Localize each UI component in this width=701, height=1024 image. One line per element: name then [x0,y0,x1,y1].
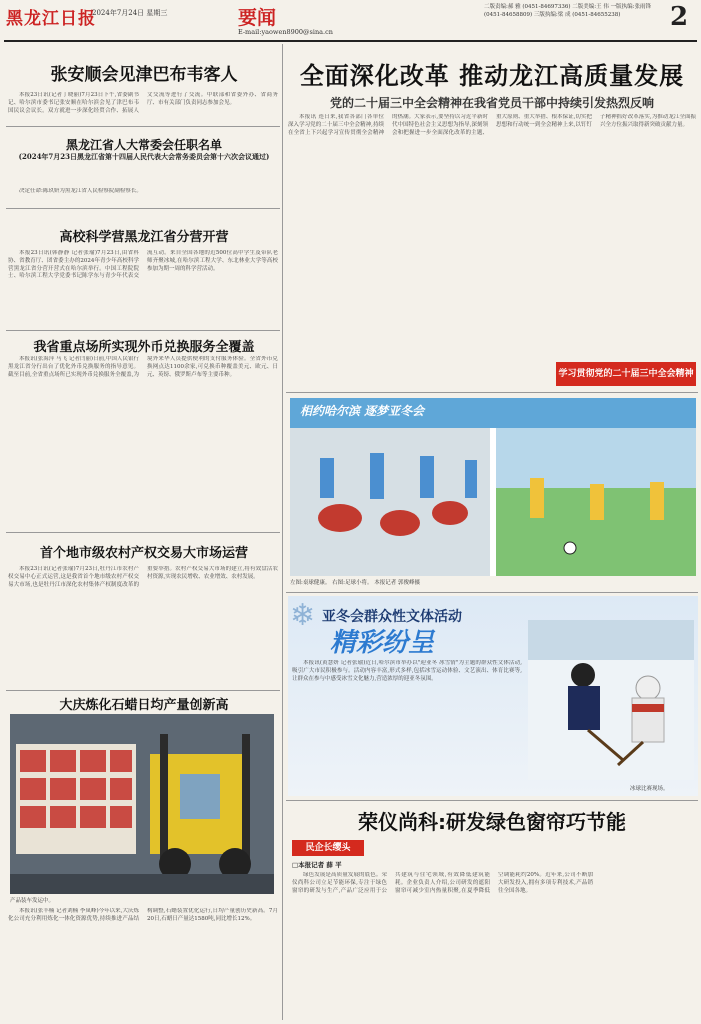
hockey-photo [528,620,694,780]
section-title: 要闻 [238,7,277,29]
article-body: 本报讯 连日来,我省各部门各单位深入学习党的二十届三中全会精神,持续在全省上下兴起学习宣传贯彻全会精神的热潮。大家表示,要坚持以习近平新时代中国特色社会主义思想为指导,深刻领会和把握进一步全面深化改革的主题、重大原则、重大举措、根本保证,切实把思想和行动统一到全会精神上来,以钉钉子精神抓好改革落实,为推动龙江全面振兴全方位振兴取得新突破贡献力量。 [288,114,696,136]
column-tag: 民企长缨头 [292,840,364,856]
photo-banner-text: 相约哈尔滨 逐梦亚冬会 [300,404,425,418]
article-body: 本报讯(张海萍 马飞 记者闫丽)日前,中国人民银行黑龙江省分行出台了优化外币兑换服务的指导意见。截至目前,全省重点场所已实现外币兑换服务全覆盖,为境外来华人员提供便利的支付服务体验。全省外币兑换网点达1100余家,可兑换币种覆盖美元、欧元、日元、英镑、俄罗斯卢布等主要币种。 [8,356,278,378]
sports-photo [290,398,696,576]
article-subtitle: (2024年7月23日黑龙江省第十四届人民代表大会常务委员会第十六次会议通过) [18,152,270,161]
snowflake-icon: ❄ [290,598,316,633]
article-body: 本报23日讯(韩静静 记者张瑜)7月23日,由省科协、省教育厅、团省委主办的2024年青少年高校科学营黑龙江省分营开营式在哈尔滨举行。中国工程院院士、哈尔滨工程大学党委书记陈学东与青少年代表交流互动。来自全国各地的近500位高中学生及带队老师齐聚冰城,在哈尔滨工程大学、东北林业大学等高校参加为期一周的科学营活动。 [8,250,278,280]
column-divider [282,44,283,1020]
article-body: 绿色发展是高质量发展的底色。荣仪尚科公司立足节能环保,专注于绿色窗帘的研发与生产,产品广泛应用于公共建筑与住宅领域,有效降低建筑能耗。企业负责人介绍,公司研发的遮阳窗帘可减少室内热量积聚,在夏季降低空调能耗约20%。近年来,公司不断加大研发投入,拥有多项专利技术,产品销往全国各地。 [292,872,593,894]
feature-highlight: 精彩纷呈 [330,628,435,658]
article-body: 本报23日讯(记者张瑜)7月23日,牡丹江市农村产权交易中心正式运营,这是我省首个地市级农村产权交易大市场,也是牡丹江市深化农村集体产权制度改革的重要举措。农村产权交易大市场的建立,将有效盘活农村资源,实现农民增收、农业增效、农村发展。 [8,566,278,588]
feature-title: 亚冬会群众性文体活动 [322,609,462,625]
byline: □本报记者 薛 平 [292,861,342,869]
article-body: 决定任命:陈玖妍为黑龙江省人民检察院副检察长。 [19,188,142,194]
article-title: 张安顺会见津巴布韦客人 [50,65,238,85]
header-rule [4,40,697,42]
article-body: 本报23日讯(记者丁晓丽)7月23日下午,省委副书记、哈尔滨市委书记张安顺在哈尔滨会见了津巴布韦国民议会议长。双方就进一步深化经贸合作、拓展人文交流等进行了交流。中联部和省委外办、省商务厅、市有关部门负责同志参加会见。 [8,92,278,114]
article-title: 荣仪尚科:研发绿色窗帘巧节能 [358,810,626,834]
forklift-photo [10,714,274,894]
main-headline: 全面深化改革 推动龙江高质量发展 [299,62,685,90]
article-title: 黑龙江省人大常委会任职名单 [65,138,222,152]
article-title: 首个地市级农村产权交易大市场运营 [39,546,248,561]
issue-date: 2024年7月24日 星期三 [92,9,168,17]
main-subheadline: 党的二十届三中全会精神在我省党员干部中持续引发热烈反响 [329,96,654,110]
article-title: 高校科学营黑龙江省分营开营 [59,230,229,245]
section-email: E-mail:yaowen8900@sina.cn [238,28,333,36]
photo-caption: 冰球比赛现场。 [630,786,669,792]
topic-banner: 学习贯彻党的二十届三中全会精神 [556,362,696,386]
article-title: 我省重点场所实现外币兑换服务全覆盖 [33,340,255,355]
editor-contacts: 二版责编:郝 雅 (0451-84697336) 二版美编:王 伟 一版执编:张雨锋 (0451-84658809) 三版执编:梁 成 (0451-84655238) [484,4,651,18]
photo-caption: 左图:桌球健康。 右图:足球小将。 本报记者 郭俊峰摄 [290,580,420,586]
article-body: 本报讯(张丰楠 记者刘楠 李岚峰)今年以来,大庆炼化公司充分利用炼化一体化资源优势,持续推进产品结构调整,石蜡装置优化运行,日均产量创历史新高。7月20日,石蜡日产量达1580吨,同比增长12%。 [8,908,278,922]
newspaper-logo: 黑龙江日报 [6,9,96,29]
article-title: 大庆炼化石蜡日均产量创新高 [59,698,229,713]
article-body: 本报讯(黄慧妍 记者张瑜)近日,哈尔滨市举办以"迎亚冬 冰雪情"为主题的群众性文体活动,吸引广大市民积极参与。活动内容丰富,形式多样,包括冰雪运动体验、文艺演出、体育比赛等,让群众在参与中感受冰雪文化魅力,营造浓厚的迎亚冬氛围。 [292,660,522,682]
page-number: 2 [670,2,689,32]
photo-caption: 产品装车发运中。 [10,898,55,904]
